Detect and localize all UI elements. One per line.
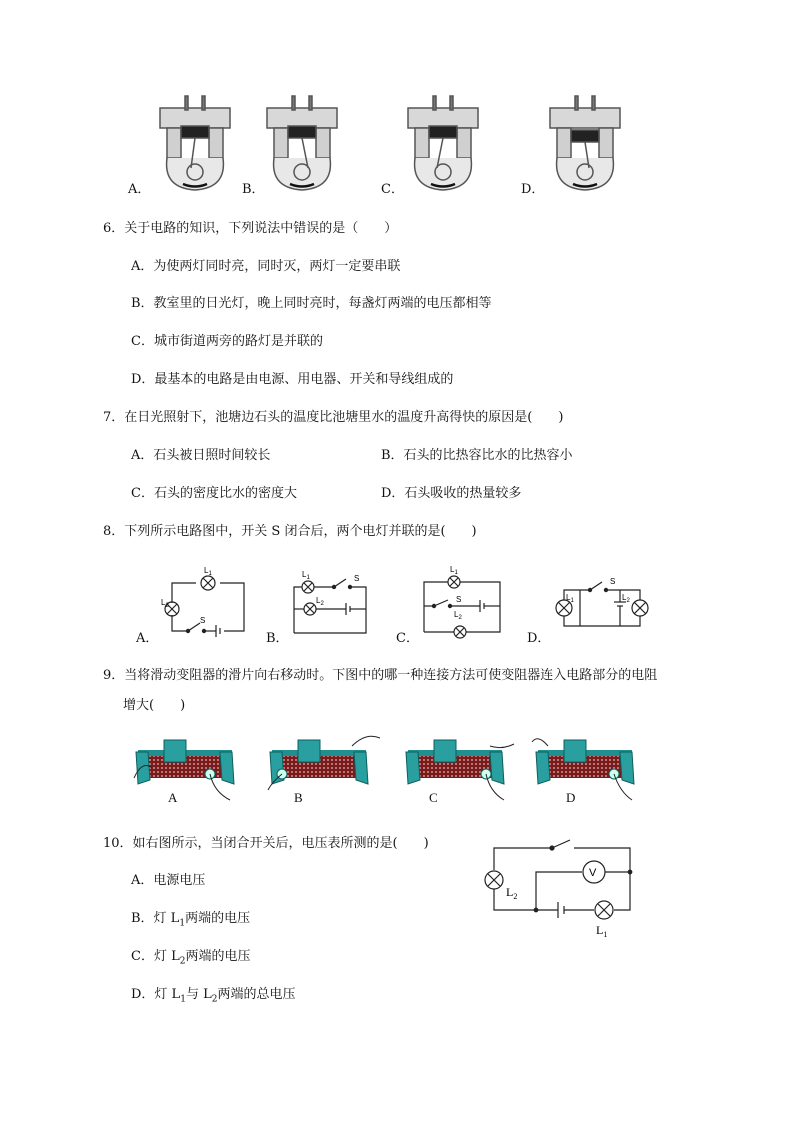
svg-text:S: S	[610, 577, 616, 586]
q10-option-a: A．电源电压	[131, 873, 206, 888]
q6-stem: 6．关于电路的知识，下列说法中错误的是（ ）	[103, 221, 398, 236]
q7-stem: 7．在日光照射下，池塘边石头的温度比池塘里水的温度升高得快的原因是( )	[103, 410, 564, 425]
circuit-diagram-a	[160, 565, 250, 635]
q5-label-b: B．	[242, 182, 265, 197]
q6-option-a: A．为使两灯同时亮，同时灭，两灯一定要串联	[131, 259, 401, 274]
engine-diagram-a	[155, 90, 235, 190]
svg-text:L1: $L_1$	[302, 570, 310, 581]
q5-label-d: D．	[521, 182, 545, 197]
q10-option-c: C．灯 $L_2$两端的电压	[131, 949, 251, 967]
svg-text:L2: $L_2$	[454, 610, 462, 621]
circuit-diagram-d	[550, 572, 650, 642]
q7-option-d: D．石头吸收的热量较多	[381, 486, 522, 501]
q7-option-c: C．石头的密度比水的密度大	[131, 486, 297, 501]
voltmeter-label: V	[589, 867, 597, 879]
q10-option-b: B．灯 $L_1$两端的电压	[131, 911, 251, 929]
q9-stem-line2: 增大( )	[123, 698, 186, 713]
rheostat-diagram-b	[262, 730, 382, 800]
q10-circuit-diagram	[482, 838, 632, 938]
q9-label-b: B	[294, 790, 303, 805]
svg-text:L1: $L_1$	[450, 565, 458, 576]
q5-label-a: A．	[128, 182, 151, 197]
q5-label-c: C．	[381, 182, 404, 197]
q10-stem: 10．如右图所示，当闭合开关后，电压表所测的是( )	[103, 836, 429, 851]
svg-text:S: S	[456, 595, 462, 604]
engine-diagram-c	[403, 90, 483, 190]
label-l1: $L_1$	[204, 566, 212, 577]
engine-diagram-b	[262, 90, 342, 190]
rheostat-diagram-a	[128, 730, 238, 800]
circuit-diagram-b	[290, 565, 380, 635]
q6-option-c: C．城市街道两旁的路灯是并联的	[131, 334, 323, 349]
svg-text:L2: $L_2$	[622, 593, 630, 604]
svg-text:L1: $L_1$	[566, 593, 574, 604]
rheostat-diagram-d	[528, 730, 648, 800]
q9-stem-line1: 9．当将滑动变阻器的滑片向右移动时。下图中的哪一种连接方法可使变阻器连入电路部分的电阻	[103, 668, 658, 683]
q6-option-b: B．教室里的日光灯，晚上同时亮时，每盏灯两端的电压都相等	[131, 296, 492, 311]
q9-label-c: C	[429, 790, 438, 805]
l1-label: $L_1$	[596, 923, 608, 939]
svg-text:S: S	[354, 574, 360, 583]
label-l2: $L_2$	[161, 598, 169, 609]
label-s: S	[200, 616, 206, 625]
q7-option-b: B．石头的比热容比水的比热容小	[381, 448, 573, 463]
q9-label-a: A	[168, 790, 178, 805]
q8-label-b: B．	[266, 631, 289, 646]
q8-label-c: C．	[396, 631, 419, 646]
q8-stem: 8．下列所示电路图中，开关 S 闭合后，两个电灯并联的是( )	[103, 524, 477, 539]
q6-option-d: D．最基本的电路是由电源、用电器、开关和导线组成的	[131, 372, 454, 387]
engine-diagram-d	[545, 90, 625, 190]
q8-label-d: D．	[527, 631, 551, 646]
q9-label-d: D	[566, 790, 576, 805]
circuit-diagram-c	[420, 562, 510, 637]
q7-option-a: A．石头被日照时间较长	[131, 448, 271, 463]
q10-option-d: D．灯 $L_1$与 $L_2$两端的总电压	[131, 987, 296, 1005]
q8-label-a: A．	[136, 631, 159, 646]
rheostat-diagram-c	[398, 730, 518, 800]
svg-text:L2: $L_2$	[316, 596, 324, 607]
l2-label: $L_2$	[506, 885, 518, 901]
